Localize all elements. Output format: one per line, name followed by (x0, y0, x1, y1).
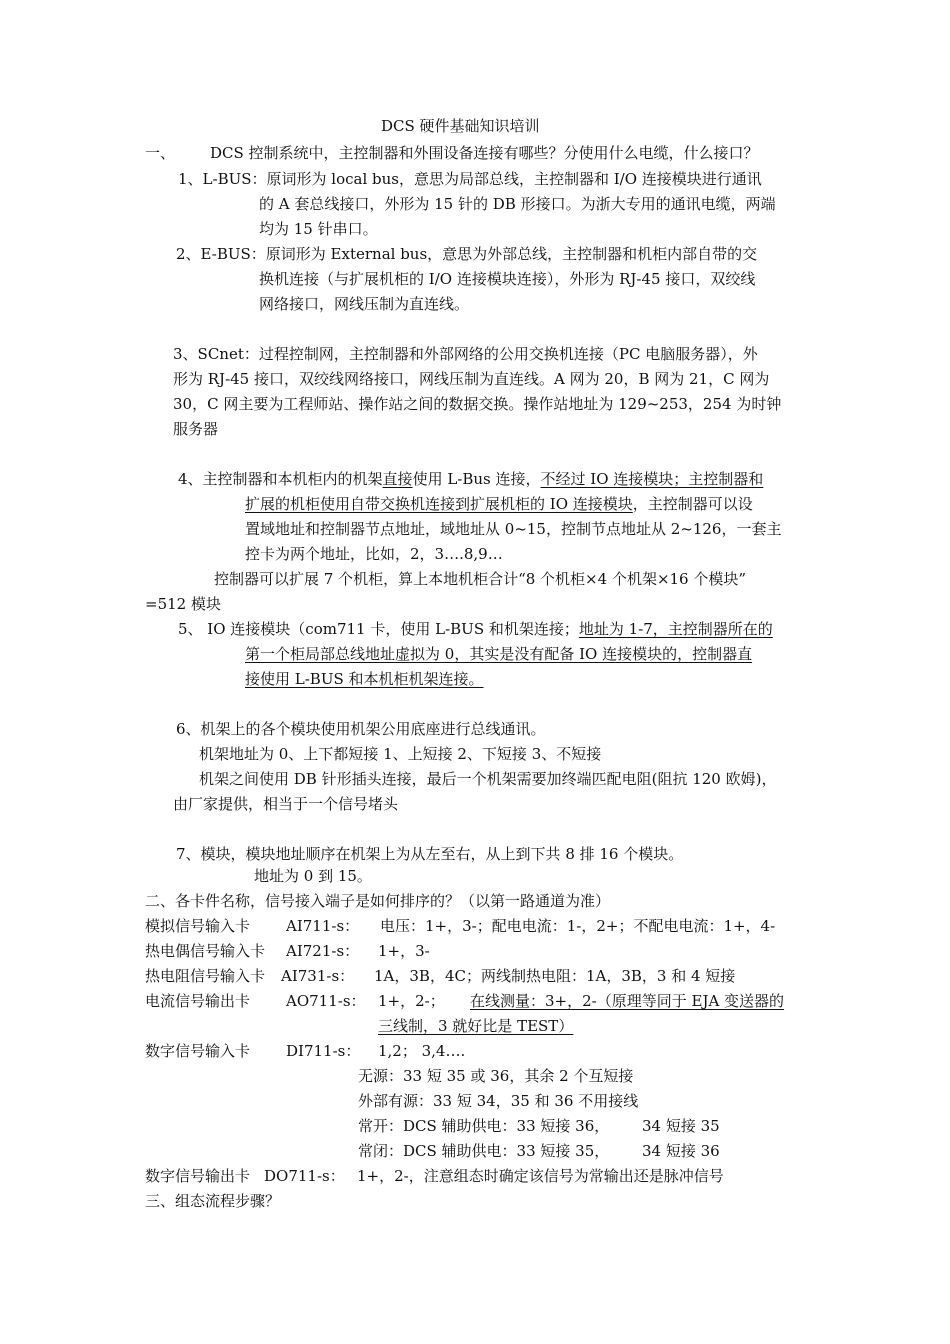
item3-line4: 服务器 (173, 420, 219, 438)
item4-line1-a: 4、主控制器和本机柜内的机架 (178, 470, 383, 488)
item5-line3: 接使用 L-BUS 和本机柜机架连接。 (245, 670, 484, 688)
item4-line5: 控制器可以扩展 7 个机柜，算上本地机柜合计“8 个机柜×4 个机架×16 个模块” (214, 570, 747, 588)
item4-underline-no-io: 不经过 IO 连接模块；主控制器和 (540, 470, 764, 488)
item4-line3: 置域地址和控制器节点地址，域地址从 0~15，控制节点地址从 2~126，一套主 (245, 520, 782, 538)
di711-note4b: 34 短接 36 (642, 1142, 720, 1160)
section1-heading: DCS 控制系统中，主控制器和外围设备连接有哪些？分使用什么电缆，什么接口？ (210, 144, 759, 162)
item5-underline-address: 地址为 1-7，主控制器所在的 (578, 620, 773, 638)
item6-line3: 机架之间使用 DB 针形插头连接，最后一个机架需要加终端匹配电阻(阻抗 120 欧姆)， (199, 770, 777, 788)
item4-line2-b: ，主控制器可以设 (632, 495, 753, 513)
item1-line1: 1、L-BUS：原词形为 local bus，意思为局部总线，主控制器和 I/O 连接模块进行通讯 (178, 170, 762, 188)
di711-note1: 无源：33 短 35 或 36，其余 2 个互短接 (358, 1067, 634, 1085)
item2-line2: 换机连接（与扩展机柜的 I/O 连接模块连接），外形为 RJ-45 接口，双绞线 (259, 270, 756, 288)
item3-line1: 3、SCnet：过程控制网，主控制器和外部网络的公用交换机连接（PC 电脑服务器），外 (173, 345, 758, 363)
di711-desc: 1,2； 3,4…. (378, 1042, 466, 1060)
item7-line2: 地址为 0 到 15。 (254, 867, 372, 885)
ao711-desc: 1+，2-； (378, 992, 445, 1010)
ai711-name: 模拟信号输入卡 (145, 917, 251, 935)
ai731-desc: 1A，3B，4C；两线制热电阻：1A，3B，3 和 4 短接 (374, 967, 736, 985)
ai711-desc: 电压：1+，3-；配电电流：1-，2+；不配电电流：1+，4- (380, 917, 776, 935)
item4-line6: =512 模块 (145, 595, 221, 613)
ao711-note-line1: 在线测量：3+，2-（原理等同于 EJA 变送器的 (470, 992, 785, 1010)
item2-line1: 2、E-BUS：原词形为 External bus，意思为外部总线，主控制器和机柜内部自带的交 (176, 245, 758, 263)
item5-line1-a: 5、 IO 连接模块（com711 卡，使用 L-BUS 和机架连接； (178, 620, 579, 638)
ai721-desc: 1+，3- (378, 942, 430, 960)
do711-name: 数字信号输出卡 (145, 1167, 251, 1185)
item6-line4: 由厂家提供，相当于一个信号堵头 (173, 795, 399, 813)
item5-line1 (178, 619, 773, 639)
item1-line2: 的 A 套总线接口，外形为 15 针的 DB 形接口。为浙大专用的通讯电缆，两端 (259, 195, 776, 213)
item4-underline-direct: 直接 (382, 470, 413, 488)
item5-line2: 第一个柜局部总线地址虚拟为 0，其实是没有配备 IO 连接模块的，控制器直 (245, 645, 753, 663)
item6-line1: 6、机架上的各个模块使用机架公用底座进行总线通讯。 (176, 720, 546, 738)
section3-heading: 三、组态流程步骤？ (145, 1192, 281, 1210)
di711-note3a: 常开：DCS 辅助供电：33 短接 36， (358, 1117, 610, 1135)
item6-line2: 机架地址为 0、上下都短接 1、上短接 2、下短接 3、不短接 (199, 745, 602, 763)
item4-underline-switch: 扩展的机柜使用自带交换机连接到扩展机柜的 IO 连接模块 (245, 495, 633, 513)
ai721-model: AI721-s： (286, 942, 360, 960)
di711-name: 数字信号输入卡 (145, 1042, 251, 1060)
item4-line1 (178, 469, 763, 489)
ai731-name: 热电阻信号输入卡 (145, 967, 266, 985)
do711-desc: 1+，2-，注意组态时确定该信号为常输出还是脉冲信号 (357, 1167, 724, 1185)
item3-line2: 形为 RJ-45 接口，双绞线网络接口，网线压制为直连线。A 网为 20，B 网为 21，C 网为 (173, 370, 770, 388)
item3-line3: 30，C 网主要为工程师站、操作站之间的数据交换。操作站地址为 129~253，254 为时钟 (173, 395, 782, 413)
ai731-model: AI731-s： (281, 967, 355, 985)
ao711-model: AO711-s： (286, 992, 366, 1010)
item7-line1: 7、模块，模块地址顺序在机架上为从左至右，从上到下共 8 排 16 个模块。 (176, 845, 684, 863)
section2-heading: 二、各卡件名称，信号接入端子是如何排序的？（以第一路通道为准） (145, 892, 611, 910)
ao711-note-line2: 三线制，3 就好比是 TEST） (378, 1017, 574, 1035)
di711-note4a: 常闭：DCS 辅助供电：33 短接 35， (358, 1142, 610, 1160)
section1-number: 一、 (145, 144, 176, 162)
document-title: DCS 硬件基础知识培训 (381, 117, 540, 135)
ai711-model: AI711-s： (286, 917, 360, 935)
item4-line2 (245, 494, 753, 514)
ao711-name: 电流信号输出卡 (145, 992, 251, 1010)
item2-line3: 网络接口，网线压制为直连线。 (259, 295, 470, 313)
di711-note3b: 34 短接 35 (642, 1117, 720, 1135)
do711-model: DO711-s： (264, 1167, 345, 1185)
ai721-name: 热电偶信号输入卡 (145, 942, 266, 960)
di711-note2: 外部有源：33 短 34，35 和 36 不用接线 (358, 1092, 639, 1110)
item1-line3: 均为 15 针串口。 (259, 220, 378, 238)
di711-model: DI711-s： (286, 1042, 361, 1060)
item4-line1-c: 使用 L-Bus 连接， (412, 470, 541, 488)
item4-line4: 控卡为两个地址，比如，2，3….8,9… (245, 545, 503, 563)
